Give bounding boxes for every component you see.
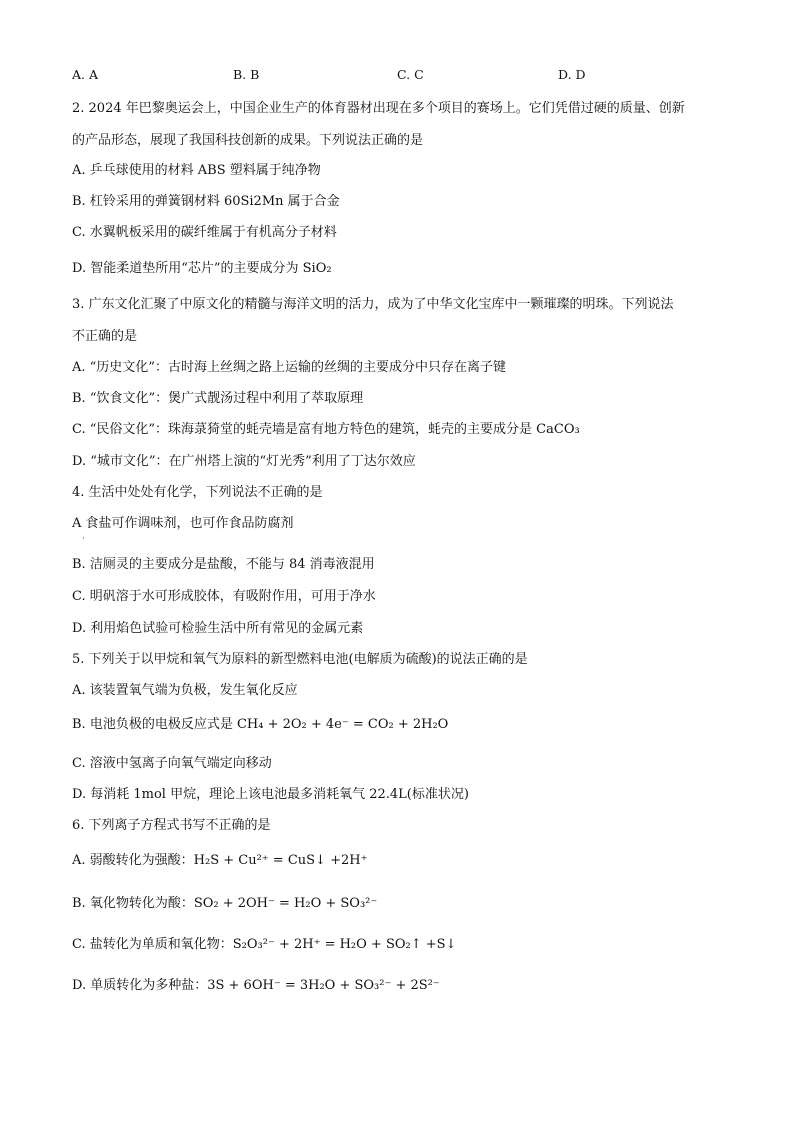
q4-option-d: D. 利用焰色试验可检验生活中所有常见的金属元素: [72, 621, 364, 636]
q6-option-d: D. 单质转化为多种盐：3S + 6OH⁻ = 3H₂O + SO₃²⁻ + 2S²⁻: [72, 978, 440, 993]
q3-option-b: B. “饮食文化”：煲广式靓汤过程中利用了萃取原理: [72, 391, 364, 406]
q4-option-a: A 食盐可作调味剂，也可作食品防腐剂: [72, 516, 294, 531]
q4-stem: 4. 生活中处处有化学，下列说法不正确的是: [72, 485, 323, 500]
q5-option-c: C. 溶液中氢离子向氧气端定向移动: [72, 756, 272, 771]
q1-option-a: A. A: [72, 67, 99, 82]
q2-stem-line1: 2. 2024 年巴黎奥运会上，中国企业生产的体育器材出现在多个项目的赛场上。它们凭借过硬的质量、创新: [72, 101, 685, 116]
q2-option-a: A. 乒乓球使用的材料 ABS 塑料属于纯净物: [72, 163, 321, 178]
q1-option-b: B. B: [233, 67, 260, 82]
q3-option-d: D. “城市文化”：在广州塔上演的“灯光秀”利用了丁达尔效应: [72, 454, 416, 469]
q1-options-row: [72, 67, 722, 85]
q5-stem: 5. 下列关于以甲烷和氧气为原料的新型燃料电池(电解质为硫酸)的说法正确的是: [72, 652, 528, 667]
q6-option-b: B. 氧化物转化为酸：SO₂ + 2OH⁻ = H₂O + SO₃²⁻: [72, 896, 378, 911]
q3-stem-line2: 不正确的是: [72, 329, 138, 344]
q1-option-d: D. D: [558, 67, 586, 82]
q6-option-c: C. 盐转化为单质和氧化物：S₂O₃²⁻ + 2H⁺ = H₂O + SO₂↑ +S↓: [72, 937, 457, 952]
stray-dot-mark: ·: [82, 534, 85, 544]
q5-option-d: D. 每消耗 1mol 甲烷，理论上该电池最多消耗氧气 22.4L(标准状况): [72, 787, 469, 802]
q2-option-b: B. 杠铃采用的弹簧钢材料 60Si2Mn 属于合金: [72, 194, 340, 209]
q3-stem-line1: 3. 广东文化汇聚了中原文化的精髓与海洋文明的活力，成为了中华文化宝库中一颗璀璨的明珠。下列说法: [72, 297, 674, 312]
q6-option-a: A. 弱酸转化为强酸：H₂S + Cu²⁺ = CuS↓ +2H⁺: [72, 853, 368, 868]
q3-option-c: C. “民俗文化”：珠海菉猗堂的蚝壳墙是富有地方特色的建筑，蚝壳的主要成分是 CaCO₃: [72, 422, 580, 437]
q6-stem: 6. 下列离子方程式书写不正确的是: [72, 818, 271, 833]
q2-option-d: D. 智能柔道垫所用“芯片”的主要成分为 SiO₂: [72, 261, 332, 276]
q2-option-c: C. 水翼帆板采用的碳纤维属于有机高分子材料: [72, 225, 337, 240]
q4-option-b: B. 洁厕灵的主要成分是盐酸，不能与 84 消毒液混用: [72, 557, 375, 572]
q3-option-a: A. “历史文化”：古时海上丝绸之路上运输的丝绸的主要成分中只存在离子键: [72, 360, 506, 375]
q5-option-a: A. 该装置氧气端为负极，发生氧化反应: [72, 683, 298, 698]
q5-option-b: B. 电池负极的电极反应式是 CH₄ + 2O₂ + 4e⁻ = CO₂ + 2H₂O: [72, 717, 449, 732]
q1-option-c: C. C: [397, 67, 424, 82]
q2-stem-line2: 的产品形态，展现了我国科技创新的成果。下列说法正确的是: [72, 133, 424, 148]
q4-option-c: C. 明矾溶于水可形成胶体，有吸附作用，可用于净水: [72, 589, 376, 604]
